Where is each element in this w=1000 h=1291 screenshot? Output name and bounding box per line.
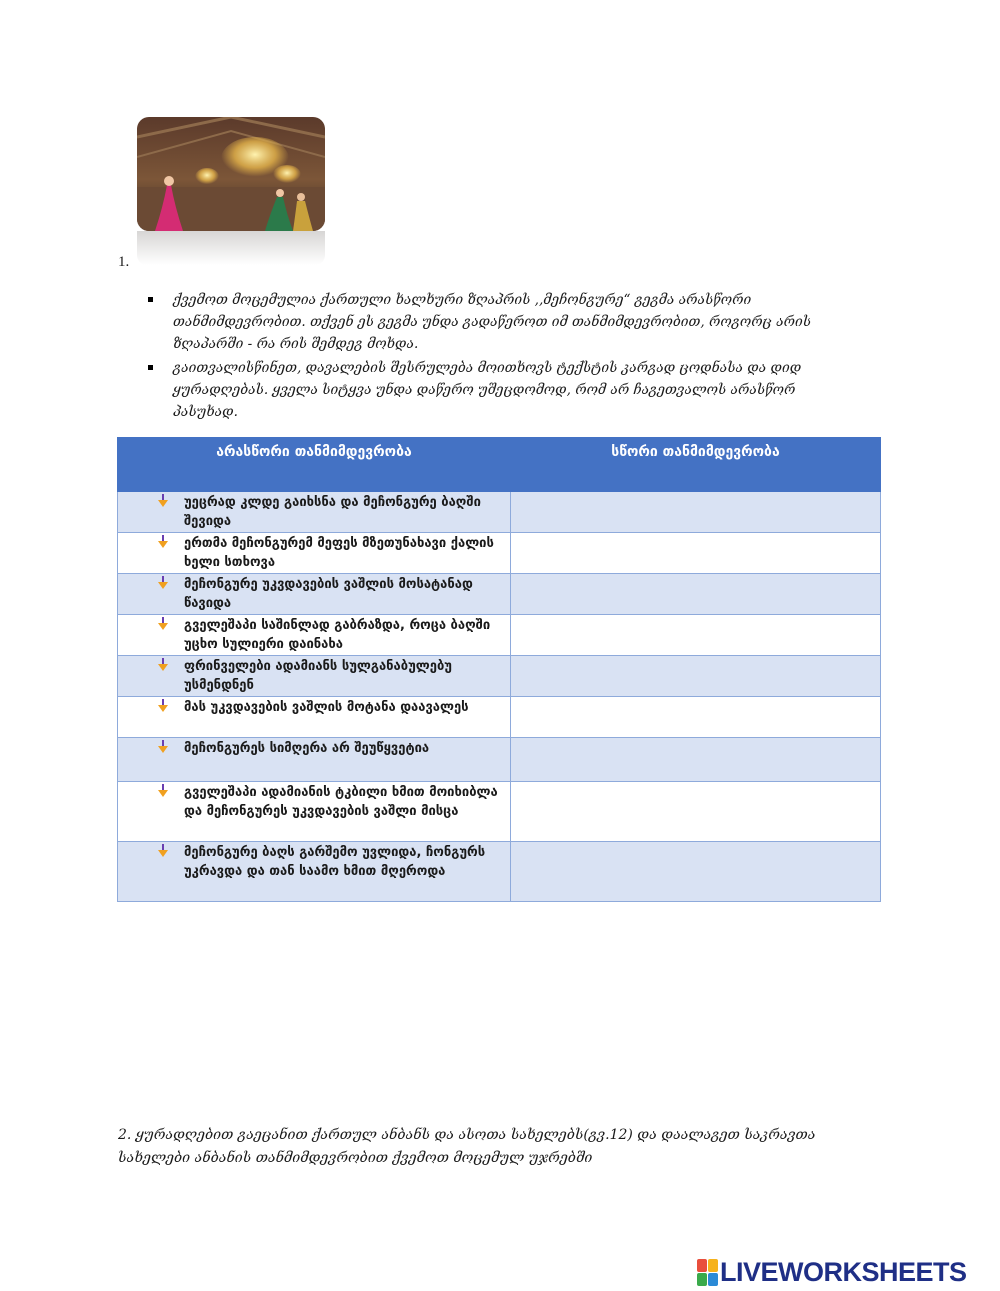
incorrect-step-text: მეჩონგურე ბაღს გარშემო უვლიდა, ჩონგურს უკრავდა და თან საამო ხმით მღეროდა <box>184 845 486 879</box>
table-row <box>118 615 881 656</box>
instruction-item: გაითვალისწინეთ, დავალების შესრულება მოითხოვს ტექსტის კარგად ცოდნასა და დიდ ყურადღებას. ყველა სიტყვა უნდა დაწერო უშეცდომოდ, რომ არ ჩაგეთვალოს არასწორ პასუხად. <box>148 357 848 423</box>
bullet-square-icon <box>148 365 153 370</box>
answer-cell[interactable] <box>511 533 881 574</box>
incorrect-step-text: გველეშაპი ადამიანის ტკბილი ხმით მოიხიბლა და მეჩონგურეს უკვდავების ვაშლი მისცა <box>184 785 498 819</box>
incorrect-step-text: მეჩონგურე უკვდავების ვაშლის მოსატანად წავიდა <box>184 577 473 611</box>
instruction-item: ქვემოთ მოცემულია ქართული ხალხური ზღაპრის ,,მეჩონგურე“ გეგმა არასწორი თანმიმდევრობით. თქვენ ეს გეგმა უნდა გადაწეროთ იმ თანმიმდევრობით, როგორც არის ზღაპარში - რა რის შემდეგ მოხდა. <box>148 289 848 355</box>
table-row <box>118 574 881 615</box>
arrow-down-icon <box>158 617 168 631</box>
arrow-down-icon <box>158 494 168 508</box>
arrow-down-icon <box>158 699 168 713</box>
answer-cell[interactable] <box>511 738 881 782</box>
arrow-down-icon <box>158 740 168 754</box>
task2-instruction: 2. ყურადღებით გაეცანით ქართულ ანბანს და ასოთა სახელებს(გვ.12) და დაალაგეთ საკრავთა სახელები ანბანის თანმიმდევრობით ქვემოთ მოცემულ უჯრებში <box>118 1127 816 1166</box>
task1-instructions <box>148 289 848 425</box>
sequence-table <box>117 437 881 902</box>
task1-number: 1. <box>118 254 130 270</box>
arrow-down-icon <box>158 784 168 798</box>
palace-hall-image <box>137 117 325 231</box>
table-row <box>118 842 881 902</box>
table-row <box>118 697 881 738</box>
arrow-down-icon <box>158 535 168 549</box>
table-row <box>118 782 881 842</box>
answer-cell[interactable] <box>511 656 881 697</box>
logo-block <box>708 1273 718 1286</box>
image-reflection <box>137 231 325 265</box>
answer-cell[interactable] <box>511 842 881 902</box>
incorrect-step-text: ერთმა მეჩონგურემ მეფეს მზეთუნახავი ქალის ხელი სთხოვა <box>184 536 494 570</box>
incorrect-step-text: მას უკვდავების ვაშლის მოტანა დაავალეს <box>184 700 469 715</box>
table-row <box>118 738 881 782</box>
table-row <box>118 656 881 697</box>
header-incorrect-order: არასწორი თანმიმდევრობა <box>118 438 511 492</box>
logo-blocks-icon <box>697 1259 717 1285</box>
bullet-square-icon <box>148 297 153 302</box>
incorrect-step-text: უეცრად კლდე გაიხსნა და მეჩონგურე ბაღში შევიდა <box>184 495 481 529</box>
table-row <box>118 533 881 574</box>
answer-cell[interactable] <box>511 615 881 656</box>
logo-text: LIVEWORKSHEETS <box>720 1256 967 1287</box>
arrow-down-icon <box>158 844 168 858</box>
arrow-down-icon <box>158 658 168 672</box>
arrow-down-icon <box>158 576 168 590</box>
incorrect-step-text: ფრინველები ადამიანს სულგანაბულებუ უსმენდნენ <box>184 659 452 693</box>
incorrect-step-text: გველეშაპი საშინლად გაბრაზდა, როცა ბაღში უცხო სულიერი დაინახა <box>184 618 491 652</box>
liveworksheets-logo[interactable] <box>697 1258 967 1286</box>
logo-block <box>708 1259 718 1272</box>
table-row <box>118 492 881 533</box>
header-correct-order: სწორი თანმიმდევრობა <box>511 438 881 492</box>
answer-cell[interactable] <box>511 782 881 842</box>
incorrect-step-text: მეჩონგურეს სიმღერა არ შეუწყვეტია <box>184 741 430 756</box>
answer-cell[interactable] <box>511 697 881 738</box>
logo-block <box>697 1259 707 1272</box>
answer-cell[interactable] <box>511 492 881 533</box>
answer-cell[interactable] <box>511 574 881 615</box>
logo-block <box>697 1273 707 1286</box>
